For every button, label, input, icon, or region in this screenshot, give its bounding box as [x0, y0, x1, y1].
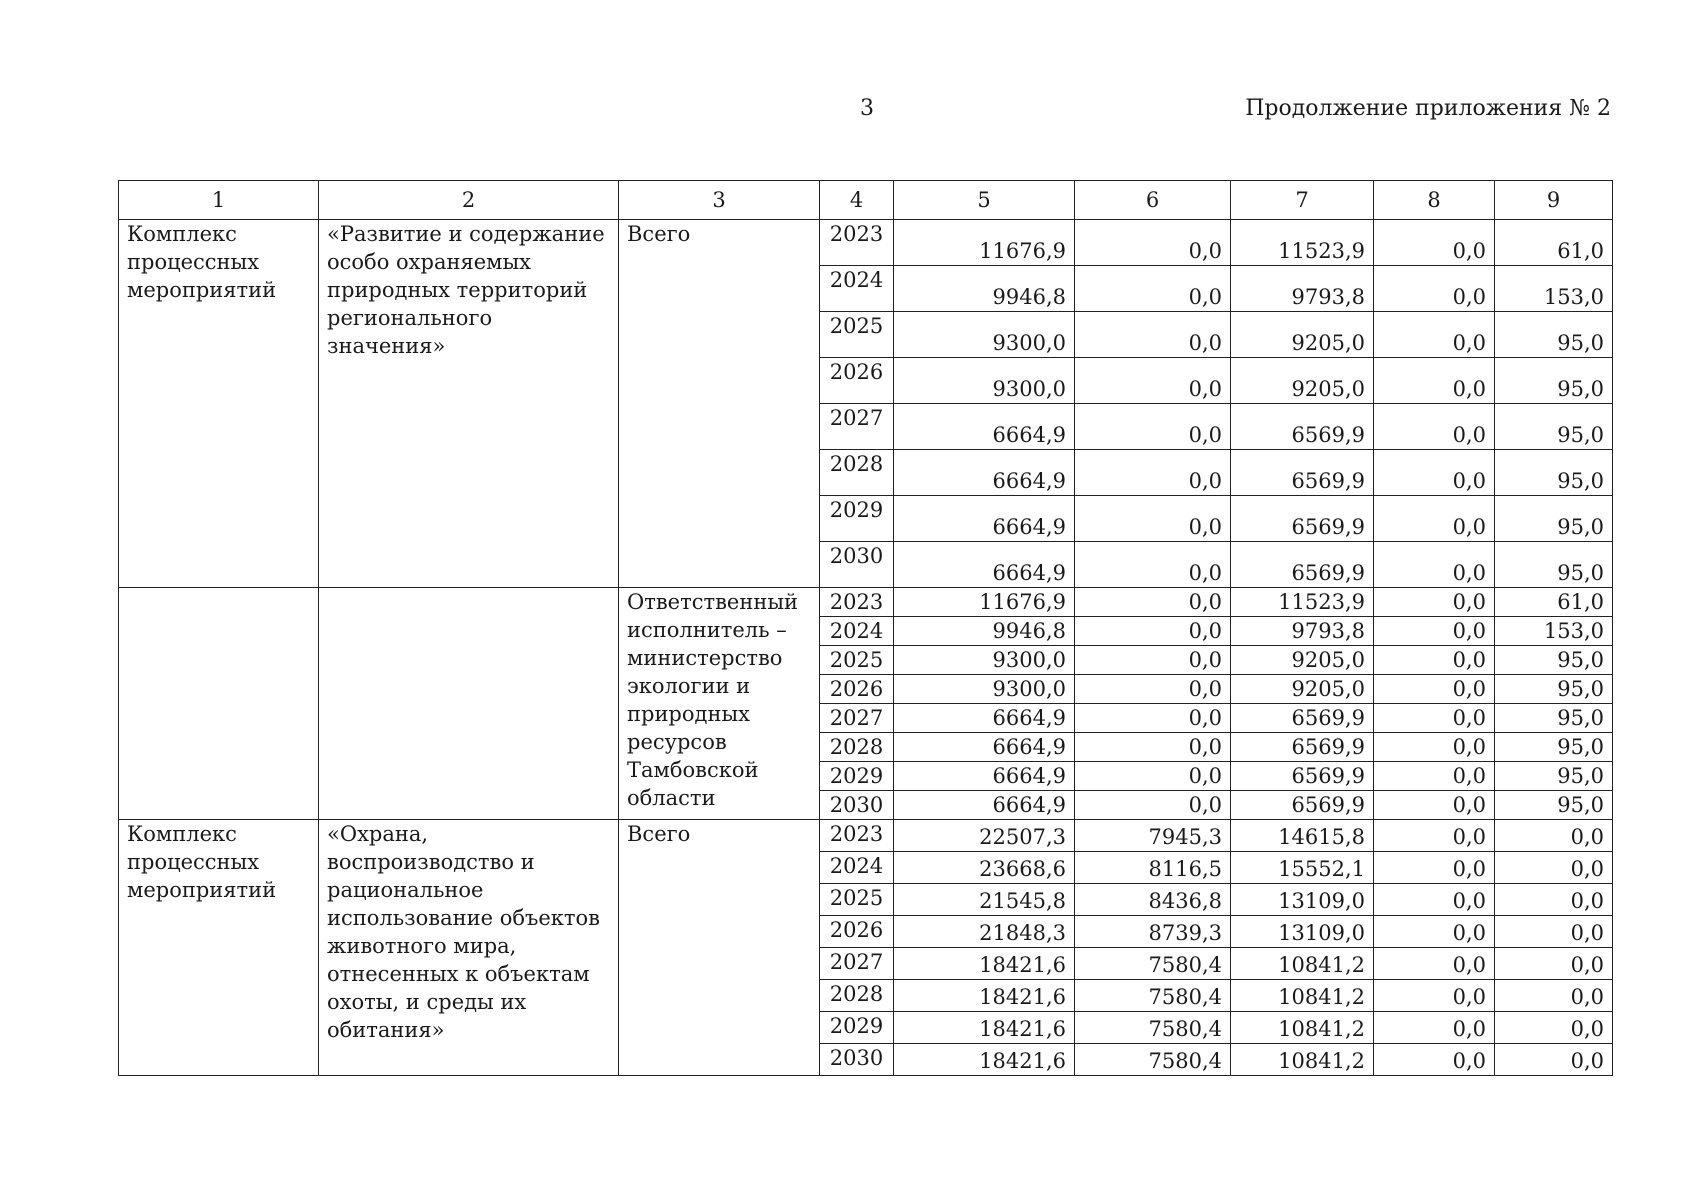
amount-cell: 0,0: [1374, 762, 1495, 791]
amount-cell: 0,0: [1495, 1044, 1613, 1076]
year-cell: 2023: [820, 588, 894, 617]
amount-cell: 11676,9: [894, 588, 1075, 617]
amount-cell: 95,0: [1495, 404, 1613, 450]
amount-cell: 61,0: [1495, 588, 1613, 617]
funding-source-cell: Всего: [619, 820, 820, 1076]
amount-cell: 0,0: [1374, 948, 1495, 980]
amount-cell: 0,0: [1075, 496, 1231, 542]
amount-cell: 21848,3: [894, 916, 1075, 948]
year-cell: 2028: [820, 980, 894, 1012]
amount-cell: 18421,6: [894, 980, 1075, 1012]
category-cell: Комплекс процессных мероприятий: [119, 820, 319, 1076]
amount-cell: 153,0: [1495, 617, 1613, 646]
year-cell: 2028: [820, 450, 894, 496]
amount-cell: 0,0: [1374, 1044, 1495, 1076]
amount-cell: 14615,8: [1231, 820, 1374, 852]
amount-cell: 11523,9: [1231, 588, 1374, 617]
year-cell: 2029: [820, 496, 894, 542]
amount-cell: 9205,0: [1231, 646, 1374, 675]
program-name-cell: «Развитие и содержание особо охраняемых природных территорий регионального значения»: [319, 220, 619, 588]
year-cell: 2030: [820, 791, 894, 820]
amount-cell: 8739,3: [1075, 916, 1231, 948]
amount-cell: 0,0: [1075, 358, 1231, 404]
amount-cell: 0,0: [1374, 220, 1495, 266]
column-number: 5: [894, 181, 1075, 220]
amount-cell: 9946,8: [894, 266, 1075, 312]
amount-cell: 95,0: [1495, 762, 1613, 791]
table-row: [119, 220, 1613, 266]
amount-cell: 0,0: [1374, 542, 1495, 588]
amount-cell: 0,0: [1075, 675, 1231, 704]
amount-cell: 21545,8: [894, 884, 1075, 916]
amount-cell: 0,0: [1374, 733, 1495, 762]
category-cell: Комплекс процессных мероприятий: [119, 220, 319, 588]
year-cell: 2028: [820, 733, 894, 762]
amount-cell: 0,0: [1075, 704, 1231, 733]
amount-cell: 7580,4: [1075, 980, 1231, 1012]
amount-cell: 10841,2: [1231, 980, 1374, 1012]
amount-cell: 95,0: [1495, 704, 1613, 733]
amount-cell: 95,0: [1495, 358, 1613, 404]
year-cell: 2024: [820, 852, 894, 884]
amount-cell: 9205,0: [1231, 675, 1374, 704]
amount-cell: 0,0: [1374, 884, 1495, 916]
amount-cell: 0,0: [1075, 617, 1231, 646]
amount-cell: 7580,4: [1075, 948, 1231, 980]
year-cell: 2023: [820, 220, 894, 266]
amount-cell: 6569,9: [1231, 762, 1374, 791]
amount-cell: 0,0: [1495, 916, 1613, 948]
year-cell: 2024: [820, 266, 894, 312]
amount-cell: 11676,9: [894, 220, 1075, 266]
year-cell: 2030: [820, 542, 894, 588]
amount-cell: 0,0: [1495, 820, 1613, 852]
amount-cell: 0,0: [1374, 704, 1495, 733]
amount-cell: 0,0: [1495, 1012, 1613, 1044]
amount-cell: 6664,9: [894, 733, 1075, 762]
amount-cell: 0,0: [1075, 646, 1231, 675]
amount-cell: 95,0: [1495, 312, 1613, 358]
year-cell: 2025: [820, 884, 894, 916]
amount-cell: 6569,9: [1231, 450, 1374, 496]
year-cell: 2025: [820, 312, 894, 358]
year-cell: 2023: [820, 820, 894, 852]
amount-cell: 95,0: [1495, 675, 1613, 704]
amount-cell: 0,0: [1495, 980, 1613, 1012]
amount-cell: 6569,9: [1231, 733, 1374, 762]
amount-cell: 11523,9: [1231, 220, 1374, 266]
amount-cell: 95,0: [1495, 791, 1613, 820]
amount-cell: 9946,8: [894, 617, 1075, 646]
program-name-cell: «Охрана, воспроизводство и рациональное использование объектов животного мира, отнесенных к объектам охоты, и среды их обитания»: [319, 820, 619, 1076]
table-row: [119, 820, 1613, 852]
amount-cell: 0,0: [1075, 588, 1231, 617]
amount-cell: 6569,9: [1231, 542, 1374, 588]
amount-cell: 0,0: [1495, 852, 1613, 884]
column-number: 7: [1231, 181, 1374, 220]
program-name-cell: [319, 588, 619, 820]
amount-cell: 7580,4: [1075, 1044, 1231, 1076]
funding-source-cell: Всего: [619, 220, 820, 588]
amount-cell: 6569,9: [1231, 404, 1374, 450]
amount-cell: 0,0: [1075, 791, 1231, 820]
amount-cell: 9205,0: [1231, 358, 1374, 404]
amount-cell: 95,0: [1495, 542, 1613, 588]
amount-cell: 13109,0: [1231, 916, 1374, 948]
amount-cell: 0,0: [1374, 820, 1495, 852]
amount-cell: 6664,9: [894, 542, 1075, 588]
amount-cell: 9300,0: [894, 675, 1075, 704]
amount-cell: 0,0: [1374, 916, 1495, 948]
amount-cell: 0,0: [1374, 646, 1495, 675]
amount-cell: 0,0: [1075, 762, 1231, 791]
column-number: 2: [319, 181, 619, 220]
amount-cell: 6664,9: [894, 762, 1075, 791]
amount-cell: 6569,9: [1231, 791, 1374, 820]
amount-cell: 23668,6: [894, 852, 1075, 884]
year-cell: 2026: [820, 916, 894, 948]
column-number: 1: [119, 181, 319, 220]
amount-cell: 0,0: [1075, 266, 1231, 312]
amount-cell: 6664,9: [894, 404, 1075, 450]
amount-cell: 6569,9: [1231, 496, 1374, 542]
column-number: 8: [1374, 181, 1495, 220]
amount-cell: 6664,9: [894, 791, 1075, 820]
year-cell: 2026: [820, 675, 894, 704]
amount-cell: 8116,5: [1075, 852, 1231, 884]
year-cell: 2030: [820, 1044, 894, 1076]
amount-cell: 10841,2: [1231, 1012, 1374, 1044]
amount-cell: 6664,9: [894, 704, 1075, 733]
amount-cell: 22507,3: [894, 820, 1075, 852]
amount-cell: 0,0: [1374, 852, 1495, 884]
amount-cell: 0,0: [1374, 266, 1495, 312]
year-cell: 2026: [820, 358, 894, 404]
amount-cell: 10841,2: [1231, 948, 1374, 980]
funding-source-cell: Ответственный исполнитель – министерство экологии и природных ресурсов Тамбовской области: [619, 588, 820, 820]
year-cell: 2029: [820, 762, 894, 791]
column-number: 6: [1075, 181, 1231, 220]
amount-cell: 0,0: [1374, 675, 1495, 704]
amount-cell: 0,0: [1075, 542, 1231, 588]
year-cell: 2029: [820, 1012, 894, 1044]
amount-cell: 15552,1: [1231, 852, 1374, 884]
year-cell: 2027: [820, 704, 894, 733]
amount-cell: 9793,8: [1231, 617, 1374, 646]
column-number: 9: [1495, 181, 1613, 220]
page-number: 3: [860, 96, 874, 121]
amount-cell: 0,0: [1075, 733, 1231, 762]
amount-cell: 7580,4: [1075, 1012, 1231, 1044]
amount-cell: 0,0: [1374, 404, 1495, 450]
appendix-header: Продолжение приложения № 2: [1245, 96, 1611, 121]
amount-cell: 0,0: [1374, 617, 1495, 646]
amount-cell: 9300,0: [894, 312, 1075, 358]
column-number: 4: [820, 181, 894, 220]
column-number-row: [119, 181, 1613, 220]
amount-cell: 0,0: [1374, 358, 1495, 404]
amount-cell: 0,0: [1075, 404, 1231, 450]
amount-cell: 95,0: [1495, 646, 1613, 675]
amount-cell: 9205,0: [1231, 312, 1374, 358]
amount-cell: 9300,0: [894, 358, 1075, 404]
table-row: [119, 588, 1613, 617]
year-cell: 2024: [820, 617, 894, 646]
amount-cell: 18421,6: [894, 948, 1075, 980]
amount-cell: 95,0: [1495, 450, 1613, 496]
year-cell: 2025: [820, 646, 894, 675]
amount-cell: 0,0: [1374, 496, 1495, 542]
amount-cell: 9300,0: [894, 646, 1075, 675]
amount-cell: 0,0: [1495, 884, 1613, 916]
amount-cell: 6664,9: [894, 450, 1075, 496]
amount-cell: 6664,9: [894, 496, 1075, 542]
amount-cell: 13109,0: [1231, 884, 1374, 916]
amount-cell: 8436,8: [1075, 884, 1231, 916]
amount-cell: 0,0: [1374, 1012, 1495, 1044]
amount-cell: 7945,3: [1075, 820, 1231, 852]
amount-cell: 0,0: [1495, 948, 1613, 980]
year-cell: 2027: [820, 404, 894, 450]
category-cell: [119, 588, 319, 820]
amount-cell: 0,0: [1075, 312, 1231, 358]
amount-cell: 0,0: [1374, 312, 1495, 358]
column-number: 3: [619, 181, 820, 220]
amount-cell: 153,0: [1495, 266, 1613, 312]
budget-table: [118, 180, 1613, 1076]
amount-cell: 0,0: [1374, 450, 1495, 496]
amount-cell: 61,0: [1495, 220, 1613, 266]
amount-cell: 0,0: [1374, 588, 1495, 617]
amount-cell: 0,0: [1374, 980, 1495, 1012]
amount-cell: 18421,6: [894, 1044, 1075, 1076]
amount-cell: 95,0: [1495, 733, 1613, 762]
amount-cell: 0,0: [1374, 791, 1495, 820]
year-cell: 2027: [820, 948, 894, 980]
amount-cell: 18421,6: [894, 1012, 1075, 1044]
amount-cell: 0,0: [1075, 450, 1231, 496]
amount-cell: 6569,9: [1231, 704, 1374, 733]
amount-cell: 0,0: [1075, 220, 1231, 266]
amount-cell: 95,0: [1495, 496, 1613, 542]
amount-cell: 10841,2: [1231, 1044, 1374, 1076]
amount-cell: 9793,8: [1231, 266, 1374, 312]
